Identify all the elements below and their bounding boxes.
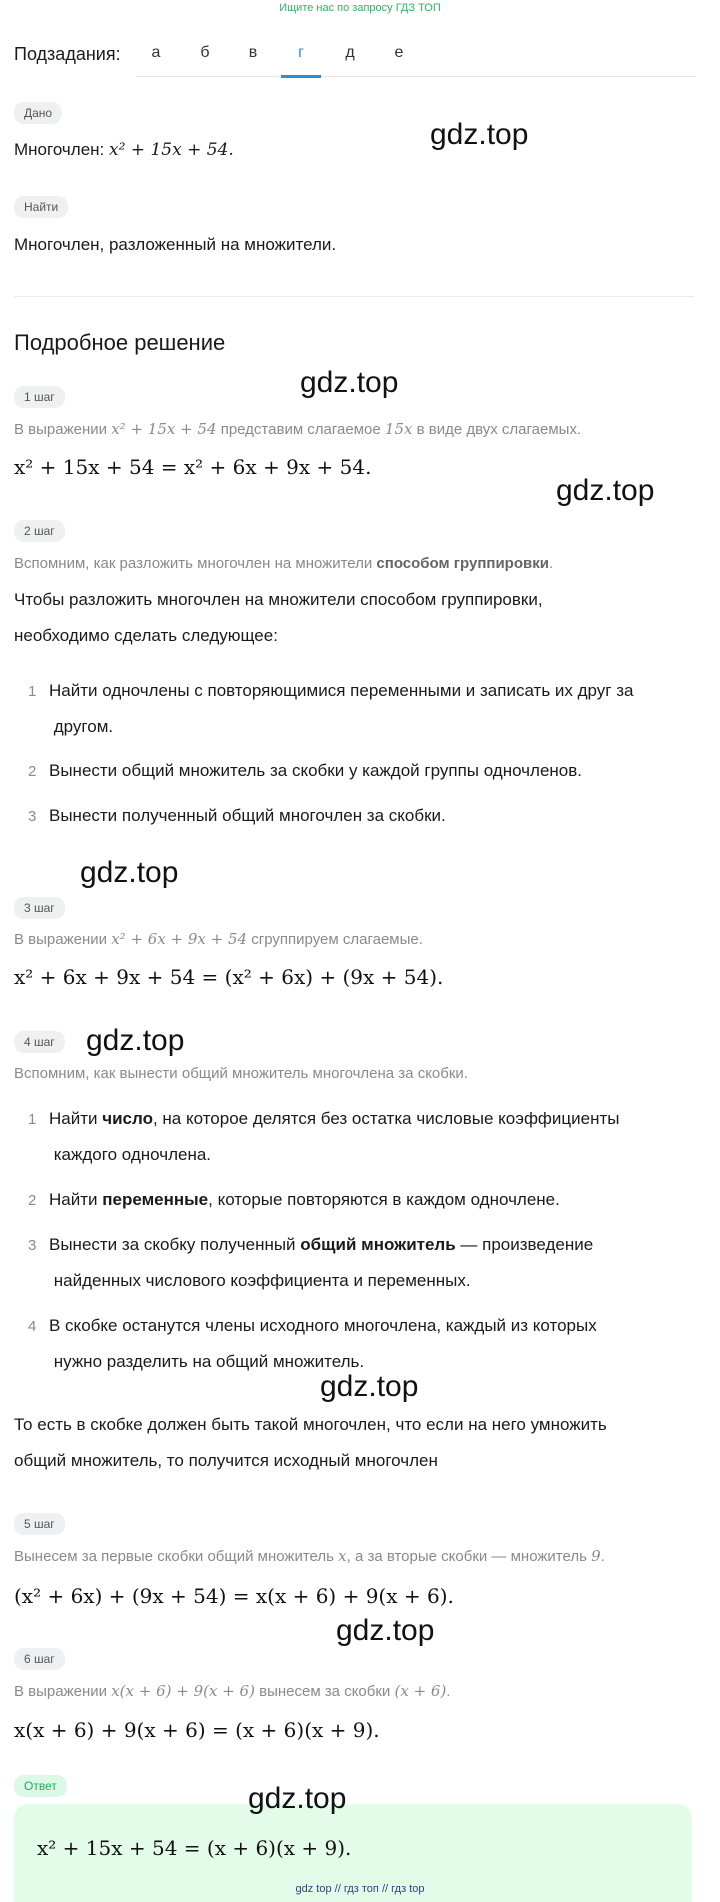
step4-para1: То есть в скобке должен быть такой многочлен, что если на него умножить	[14, 1415, 607, 1434]
step4-intro: Вспомним, как вынести общий множитель многочлена за скобки.	[14, 1065, 468, 1082]
footer-links	[0, 1883, 720, 1895]
subtasks-label: Подзадания:	[14, 44, 121, 64]
list-item-number: 2	[28, 1192, 37, 1209]
watermark: gdz.top	[80, 856, 179, 889]
answer-pill: Ответ	[14, 1775, 67, 1797]
list-item: Вынести за скобку полученный общий множитель — произведение найденных числового коэффициента и переменных.	[49, 1235, 594, 1290]
list-item-number: 3	[28, 808, 37, 825]
watermark: gdz.top	[86, 1024, 185, 1057]
tab-a[interactable]: а	[151, 44, 161, 61]
solution-title: Подробное решение	[14, 330, 226, 355]
list-item-number: 1	[28, 683, 37, 700]
tab-v[interactable]: в	[248, 44, 258, 61]
tab-g[interactable]: г	[281, 44, 321, 78]
list-item: Найти переменные, которые повторяются в каждом одночлене.	[49, 1190, 560, 1209]
divider	[14, 296, 694, 297]
watermark: gdz.top	[336, 1614, 435, 1647]
top-banner-link[interactable]: Ищите нас по запросу ГДЗ ТОП	[279, 2, 441, 14]
list-item-number: 4	[28, 1318, 37, 1335]
watermark: gdz.top	[556, 474, 655, 507]
subtask-tabs	[136, 30, 696, 77]
find-pill: Найти	[14, 196, 68, 218]
list-item: Найти число, на которое делятся без остатка числовые коэффициенты каждого одночлена.	[49, 1109, 620, 1164]
list-item-number: 1	[28, 1111, 37, 1128]
step5-math: (x² + 6x) + (9x + 54) = x(x + 6) + 9(x + 6).	[14, 1584, 454, 1608]
list-item-number: 3	[28, 1237, 37, 1254]
footer-link[interactable]: гдз топ	[343, 1883, 379, 1895]
given-expr: x² + 15x + 54.	[109, 140, 234, 160]
step5-intro: Вынесем за первые скобки общий множитель x, а за вторые скобки — множитель 9.	[14, 1547, 605, 1565]
step1-intro: В выражении x² + 15x + 54 представим слагаемое 15x в виде двух слагаемых.	[14, 420, 582, 438]
answer-math: x² + 15x + 54 = (x + 6)(x + 9).	[37, 1836, 352, 1860]
given-text	[14, 140, 234, 160]
watermark: gdz.top	[430, 118, 529, 151]
step2-para1: Чтобы разложить многочлен на множители способом группировки,	[14, 590, 543, 609]
watermark: gdz.top	[300, 366, 399, 399]
step2-pill: 2 шаг	[14, 520, 65, 542]
step1-pill: 1 шаг	[14, 386, 65, 408]
list-item-number: 2	[28, 763, 37, 780]
step2-para2: необходимо сделать следующее:	[14, 626, 278, 645]
tab-e[interactable]: е	[394, 44, 404, 61]
watermark: gdz.top	[248, 1782, 347, 1815]
step2-intro: Вспомним, как разложить многочлен на множители способом группировки.	[14, 555, 554, 572]
step3-pill: 3 шаг	[14, 897, 65, 919]
step3-math: x² + 6x + 9x + 54 = (x² + 6x) + (9x + 54).	[14, 965, 444, 989]
given-prefix: Многочлен:	[14, 140, 105, 159]
list-item: Найти одночлены с повторяющимися переменными и записать их друг за другом.	[49, 681, 634, 736]
list-item: Вынести полученный общий многочлен за скобки.	[49, 806, 446, 825]
footer-link[interactable]: gdz top	[295, 1883, 332, 1895]
footer-separator: //	[381, 1883, 389, 1895]
tab-b[interactable]: б	[200, 44, 210, 61]
step4-pill: 4 шаг	[14, 1031, 65, 1053]
footer-separator: //	[334, 1883, 341, 1895]
watermark: gdz.top	[320, 1370, 419, 1403]
step1-math: x² + 15x + 54 = x² + 6x + 9x + 54.	[14, 455, 372, 479]
step3-intro: В выражении x² + 6x + 9x + 54 сгруппируем слагаемые.	[14, 930, 423, 948]
step5-pill: 5 шаг	[14, 1513, 65, 1535]
find-text: Многочлен, разложенный на множители.	[14, 235, 337, 254]
tab-d[interactable]: д	[345, 44, 355, 61]
step6-math: x(x + 6) + 9(x + 6) = (x + 6)(x + 9).	[14, 1718, 380, 1742]
given-pill: Дано	[14, 102, 62, 124]
list-item: Вынести общий множитель за скобки у каждой группы одночленов.	[49, 761, 583, 780]
footer-link[interactable]: гдз top	[391, 1883, 425, 1895]
step6-intro: В выражении x(x + 6) + 9(x + 6) вынесем за скобки (x + 6).	[14, 1682, 451, 1700]
list-item: В скобке останутся члены исходного многочлена, каждый из которых нужно разделить на общий множитель.	[49, 1316, 597, 1371]
step4-para2: общий множитель, то получится исходный многочлен	[14, 1451, 438, 1470]
step6-pill: 6 шаг	[14, 1648, 65, 1670]
